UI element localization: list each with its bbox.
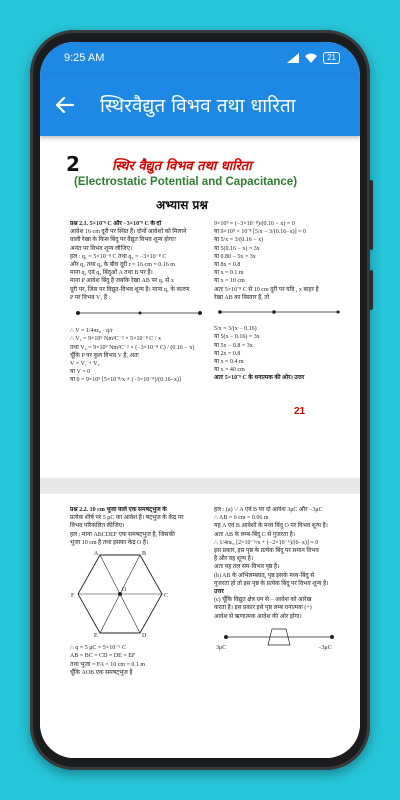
signal-icon bbox=[287, 53, 299, 63]
phone-frame bbox=[30, 30, 370, 770]
section-heading: अभ्यास प्रश्न bbox=[156, 198, 208, 212]
text-line: या 5x − 0.8 = 3x bbox=[214, 342, 253, 349]
battery-icon: 21 bbox=[323, 52, 340, 64]
status-icons bbox=[287, 52, 340, 64]
text-line: हल : माना ABCDEF एक समषट्भुज है, जिसकी bbox=[70, 531, 175, 538]
phone-screen bbox=[40, 42, 360, 758]
vertex-label: A bbox=[94, 551, 99, 558]
text-line: रेखा AB का विस्तार है, तो bbox=[214, 294, 270, 301]
status-bar bbox=[40, 42, 360, 74]
text-line: दूरी पर, जिस पर विद्युत-विभव शून्य है। माना q₁ के कारण bbox=[70, 286, 190, 293]
text-line: या 2x = 0.8 bbox=[214, 350, 241, 357]
vertex-label: C bbox=[164, 593, 169, 600]
text-line: या 5(x − 0.16) = 3x bbox=[214, 334, 260, 341]
document-page-2 bbox=[44, 496, 356, 758]
dipole-diagram bbox=[214, 625, 344, 651]
wifi-icon bbox=[305, 53, 317, 63]
text-line: यह A एवं B आवेशों के मध्य बिंदु O पर विभव शून्य है। bbox=[214, 523, 328, 530]
text-line: या 0 = 9×10⁹ [5×10⁻⁸/x + (−3×10⁻⁸)/(0.16−x)] bbox=[70, 377, 182, 384]
vertex-label: B bbox=[142, 551, 147, 558]
text-line: V = V₁ + V₂ bbox=[70, 361, 100, 368]
page-separator bbox=[40, 478, 360, 494]
text-line: 9×10⁹ × (−3×10⁻⁸)/(0.16 − x) = 0 bbox=[214, 221, 295, 227]
page2-left-column bbox=[70, 506, 210, 756]
text-line: भुजा 10 cm है तथा इसका केंद्र O है। bbox=[70, 539, 149, 546]
center-label: O bbox=[122, 587, 127, 594]
document-page-1 bbox=[44, 136, 356, 476]
vertex-label: D bbox=[142, 633, 147, 638]
text-line: अतः 5×10⁻⁸ C से 10 cm दूरी पर यदि , x बाहर है bbox=[214, 286, 319, 293]
text-line: P पर विभव V₁ हैं : bbox=[70, 294, 111, 301]
text-line: (b) AB के अभिलम्बवत्, पृष्ठ इसके मध्य-बिंदु से bbox=[214, 572, 315, 579]
page1-left-column bbox=[70, 220, 210, 470]
text-line: ∴ 1/4πε₀ [2×10⁻⁶/x + (−2×10⁻⁶)/(6−x)] = 0 bbox=[214, 539, 319, 546]
text-line: है और वह शून्य है। bbox=[214, 556, 254, 563]
text-line: AB = BC = CD = DE = EF bbox=[70, 653, 136, 660]
text-line: और q₁ तथा q₂ के बीच दूरी r = 16 cm = 0.16 m bbox=[70, 262, 175, 269]
text-line: हल : q₁ = 5×10⁻⁸ C तथा q₂ = −3×10⁻⁸ C bbox=[70, 253, 167, 260]
text-line: या x = 0.4 m bbox=[214, 359, 244, 366]
app-bar bbox=[40, 74, 360, 136]
line-charge-diagram bbox=[70, 306, 208, 320]
text-line: प्रश्न 2.1. 5×10⁻⁸ C और −3×10⁻⁸ C के दो bbox=[70, 221, 162, 227]
charge-label: 3μC bbox=[216, 644, 227, 651]
text-line: अतः यह तल सम-विभव पृष्ठ है। bbox=[214, 564, 280, 571]
text-line: या 8x = 0.8 bbox=[214, 262, 241, 269]
text-line: या x = 40 cm bbox=[214, 367, 245, 374]
text-line: प्रत्येक शीर्ष पर 5 μC का आवेश है। षट्भुज के केंद्र पर bbox=[70, 515, 184, 522]
text-line: गुजरता हो तो इस पृष्ठ के प्रत्येक बिंदु पर विभव शून्य है। bbox=[214, 580, 329, 587]
volume-button bbox=[369, 180, 373, 250]
text-line: चूँकि AOB एक समषट्भुज है bbox=[70, 669, 133, 676]
page1-right-column bbox=[214, 220, 348, 420]
text-line: ∴ q = 5 μC = 5×10⁻⁶ C bbox=[70, 645, 126, 652]
text-line: आवेश 16 cm दूरी पर स्थित हैं। दोनों आवेशों को मिलाने bbox=[70, 229, 187, 236]
vertex-label: E bbox=[94, 633, 98, 638]
text-line: ∴ AB = 6 cm = 0.06 m bbox=[214, 515, 269, 522]
chapter-title-english: (Electrostatic Potential and Capacitance) bbox=[74, 176, 298, 188]
text-line: करता है। इस प्रकार इसे पृष्ठ लम्ब धनात्मक (+) bbox=[214, 605, 312, 612]
text-line: अनंत पर विभव शून्य लीजिए। bbox=[70, 245, 133, 252]
text-line: तथा भुजा = FA = 10 cm = 0.1 m bbox=[70, 661, 146, 668]
text-line: आवेश से ऋणात्मक आवेश की ओर होगा। bbox=[214, 613, 302, 620]
text-line: विभव परिकलित कीजिए। bbox=[70, 523, 125, 530]
text-line: या x = 0.1 m bbox=[214, 270, 244, 277]
text-line: या 5/x = 3/(0.16 − x) bbox=[214, 237, 264, 244]
text-line: माना P आवेश बिंदु है जबकि रेखा AB पर q₁ से x bbox=[70, 278, 174, 285]
text-line: या 5(0.16 − x) = 3x bbox=[214, 245, 260, 252]
text-line: अतः 5×10⁻⁸ C के धनात्मक की ओर। उत्तर bbox=[214, 375, 305, 382]
text-line: चूँकि P पर कुल विभव V है, अतः bbox=[70, 352, 139, 359]
power-button bbox=[369, 270, 373, 310]
extended-line-diagram bbox=[214, 306, 344, 318]
back-button[interactable] bbox=[56, 90, 86, 120]
vertex-label: F bbox=[71, 593, 75, 600]
text-line: ∴ V = 1/4πε₀ · q/r bbox=[70, 328, 113, 335]
charge-label: −3μC bbox=[318, 644, 332, 651]
document-viewer[interactable] bbox=[40, 136, 360, 758]
arrow-left-icon bbox=[56, 97, 74, 113]
text-line: इस प्रकार, इस पृष्ठ के प्रत्येक बिंदु पर समान विभव bbox=[214, 548, 319, 555]
page2-right-column bbox=[214, 506, 348, 756]
text-line: अतः AB के लम्ब-बिंदु C से गुजरता है। bbox=[214, 531, 296, 538]
text-line: तथा V₂ = 9×10⁹ Nm²C⁻² × (−3×10⁻⁸ C) / (0.16 − x) bbox=[70, 344, 195, 351]
text-line: ∴ V₁ = 9×10⁹ Nm²C⁻² × 5×10⁻⁸ C / x bbox=[70, 336, 161, 343]
status-time: 9:25 AM bbox=[64, 52, 105, 64]
text-line: हल : (a) ∵ A एवं B पर दो आवेश 3μC और −3μC bbox=[214, 507, 323, 513]
chapter-title-hindi: स्थिर वैद्युत विभव तथा धारिता bbox=[112, 159, 252, 174]
text-line: माना q₁ एवं q₂ बिंदुओं A तथा B पर हैं। bbox=[70, 270, 153, 277]
text-line: 5/x = 3/(x − 0.16) bbox=[214, 326, 257, 333]
text-line: या 0.80 − 5x = 3x bbox=[214, 253, 256, 260]
text-line: या 9×10⁹ × 10⁻⁸ [5/x − 3/(0.16−x)] = 0 bbox=[214, 229, 306, 236]
page-number: 21 bbox=[294, 406, 306, 417]
chapter-number: 2 bbox=[66, 152, 80, 176]
text-line: प्रश्न 2.2. 10 cm भुजा वाले एक समषट्भुज के bbox=[70, 507, 167, 513]
page-title: स्थिरवैद्युत विभव तथा धारिता bbox=[100, 95, 296, 117]
text-line: या x = 10 cm bbox=[214, 278, 245, 285]
text-line: या V = 0 bbox=[70, 369, 91, 376]
text-line: (c) चूँकि विद्युत क्षेत्र धन से − आवेश को आरेख bbox=[214, 597, 312, 604]
text-line: उत्तर bbox=[214, 589, 224, 596]
hexagon-diagram bbox=[70, 551, 170, 637]
text-line: वाली रेखा के किस बिंदु पर वैद्युत विभव शून्य होगा? bbox=[70, 237, 177, 244]
